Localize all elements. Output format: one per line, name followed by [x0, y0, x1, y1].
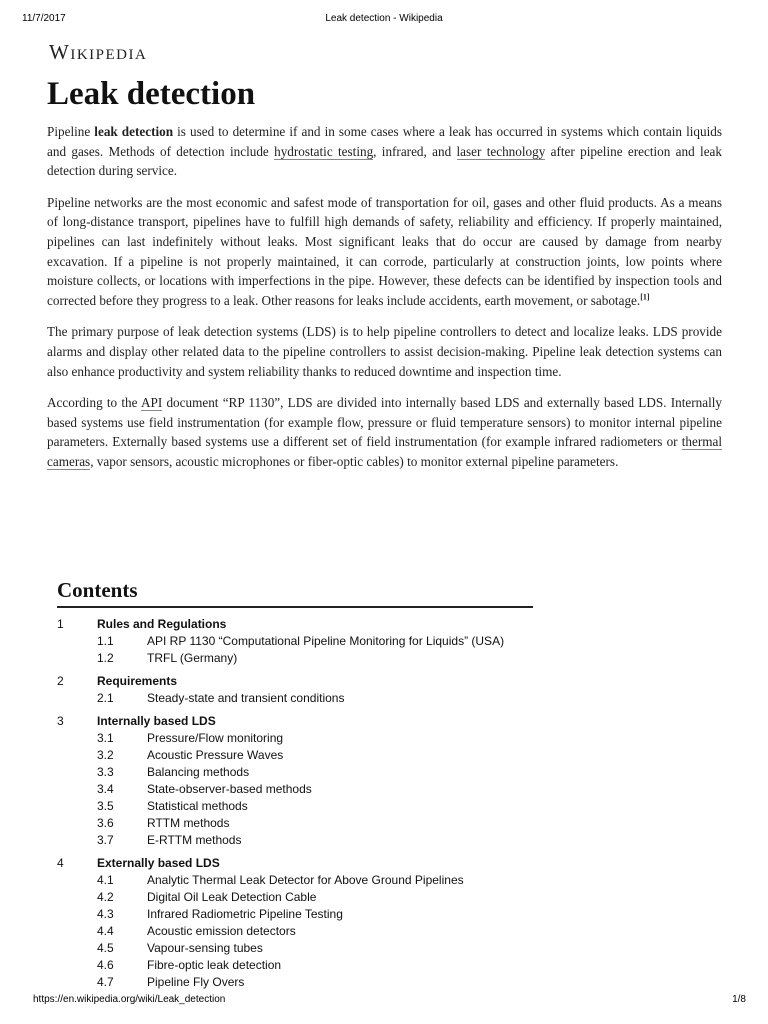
print-footer [33, 994, 746, 1008]
toc-label: Digital Oil Leak Detection Cable [147, 890, 317, 904]
toc-number: 3 [57, 714, 64, 728]
toc-list [57, 616, 533, 991]
toc-subentry[interactable] [57, 906, 533, 923]
link-api[interactable]: API [140, 395, 163, 411]
toc-number: 4.2 [97, 890, 114, 904]
article-body [47, 122, 722, 484]
toc-label: Rules and Regulations [97, 617, 227, 631]
link-laser-technology[interactable]: laser technology [456, 143, 546, 159]
toc-section [57, 673, 533, 707]
toc-subentry[interactable] [57, 764, 533, 781]
toc-number: 4.3 [97, 907, 114, 921]
toc-number: 1.2 [97, 651, 114, 665]
print-date: 11/7/2017 [22, 13, 66, 24]
toc-label: Pipeline Fly Overs [147, 975, 245, 989]
toc-label: Internally based LDS [97, 714, 216, 728]
toc-label: TRFL (Germany) [147, 651, 238, 665]
toc-number: 3.7 [97, 833, 114, 847]
toc-label: API RP 1130 “Computational Pipeline Monitoring for Liquids” (USA) [147, 634, 505, 648]
toc-number: 1 [57, 617, 64, 631]
toc-subentry[interactable] [57, 957, 533, 974]
toc-number: 2.1 [97, 691, 114, 705]
toc-entry[interactable] [57, 713, 533, 730]
toc-number: 3.6 [97, 816, 114, 830]
link-thermal-cameras[interactable]: thermal cameras [47, 434, 722, 469]
reference-1[interactable]: [1] [640, 292, 650, 302]
toc-label: E-RTTM methods [147, 833, 242, 847]
toc-number: 1.1 [97, 634, 114, 648]
toc-subentry[interactable] [57, 747, 533, 764]
toc-label: Fibre-optic leak detection [147, 958, 282, 972]
paragraph-lds-purpose: The primary purpose of leak detection systems (LDS) is to help pipeline controllers to detect and localize leaks. LDS provide alarms and display other related data to the pipeline controllers to assist decision-making. Pipeline leak detection systems can also enhance productivity and system reliability thanks to reduced downtime and inspection time. [47, 324, 722, 379]
paragraph-intro: Pipeline leak detection is used to determine if and in some cases where a leak has occurred in systems which contain liquids and gases. Methods of detection include hydrostatic testing, infrared, and laser technology after pipeline erection and leak detection during service. [47, 124, 722, 179]
toc-label: Balancing methods [147, 765, 250, 779]
toc-label: Analytic Thermal Leak Detector for Above Ground Pipelines [147, 873, 464, 887]
table-of-contents [57, 577, 533, 991]
print-page-number: 1/8 [732, 994, 746, 1005]
toc-subentry[interactable] [57, 815, 533, 832]
toc-number: 2 [57, 674, 64, 688]
toc-label: RTTM methods [147, 816, 230, 830]
toc-subentry[interactable] [57, 940, 533, 957]
toc-label: Acoustic emission detectors [147, 924, 296, 938]
print-url: https://en.wikipedia.org/wiki/Leak_detection [33, 994, 226, 1005]
toc-entry[interactable] [57, 855, 533, 872]
toc-entry[interactable] [57, 673, 533, 690]
toc-number: 4.6 [97, 958, 114, 972]
toc-label: Externally based LDS [97, 856, 220, 870]
toc-section [57, 855, 533, 991]
toc-entry[interactable] [57, 616, 533, 633]
toc-subentry[interactable] [57, 974, 533, 991]
toc-subentry[interactable] [57, 650, 533, 667]
paragraph-api-rp-1130: According to the API document “RP 1130”, LDS are divided into internally based LDS and externally based LDS. Internally based systems use field instrumentation (for example flow, pressure or fluid temperature sensors) to monitor internal pipeline parameters. Externally based systems use a different set of field instrumentation (for example infrared radiometers or thermal cameras, vapor sensors, acoustic microphones or fiber-optic cables) to monitor external pipeline parameters. [47, 395, 722, 469]
print-tab-title: Leak detection - Wikipedia [325, 13, 443, 24]
toc-subentry[interactable] [57, 781, 533, 798]
toc-subentry[interactable] [57, 889, 533, 906]
toc-label: Pressure/Flow monitoring [147, 731, 284, 745]
toc-label: Infrared Radiometric Pipeline Testing [147, 907, 343, 921]
toc-number: 4.4 [97, 924, 114, 938]
toc-number: 4 [57, 856, 64, 870]
toc-title: Contents [57, 577, 533, 608]
toc-number: 3.1 [97, 731, 114, 745]
toc-number: 3.3 [97, 765, 114, 779]
toc-label: Requirements [97, 674, 178, 688]
toc-section [57, 616, 533, 667]
toc-subentry[interactable] [57, 690, 533, 707]
toc-subentry[interactable] [57, 832, 533, 849]
toc-number: 4.5 [97, 941, 114, 955]
toc-label: State-observer-based methods [147, 782, 312, 796]
toc-number: 4.7 [97, 975, 114, 989]
paragraph-pipeline-networks: Pipeline networks are the most economic and safest mode of transportation for oil, gases and other fluid products. As a means of long-distance transport, pipelines have to fulfill high demands of safety, reliability and efficiency. If properly maintained, pipelines can last indefinitely without leaks. Most significant leaks that do occur are caused by damage from nearby excavation. If a pipeline is not properly maintained, it can corrode, particularly at construction joints, low points where moisture collects, or locations with imperfections in the pipe. However, these defects can be identified by inspection tools and corrected before they progress to a leak. Other reasons for leaks include accidents, earth movement, or sabotage.[1] [47, 194, 722, 308]
toc-subentry[interactable] [57, 633, 533, 650]
toc-number: 3.4 [97, 782, 114, 796]
wikipedia-logo[interactable]: Wikipedia [49, 40, 148, 64]
page-title: Leak detection [47, 76, 256, 112]
toc-subentry[interactable] [57, 923, 533, 940]
toc-subentry[interactable] [57, 730, 533, 747]
toc-number: 3.2 [97, 748, 114, 762]
toc-section [57, 713, 533, 849]
term-bold: leak detection [94, 124, 174, 139]
toc-subentry[interactable] [57, 872, 533, 889]
toc-subentry[interactable] [57, 798, 533, 815]
toc-label: Acoustic Pressure Waves [147, 748, 284, 762]
toc-label: Steady-state and transient conditions [147, 691, 345, 705]
toc-number: 4.1 [97, 873, 114, 887]
toc-number: 3.5 [97, 799, 114, 813]
toc-label: Statistical methods [147, 799, 248, 813]
print-header [22, 13, 746, 27]
link-hydrostatic-testing[interactable]: hydrostatic testing [274, 143, 374, 159]
toc-label: Vapour-sensing tubes [147, 941, 263, 955]
